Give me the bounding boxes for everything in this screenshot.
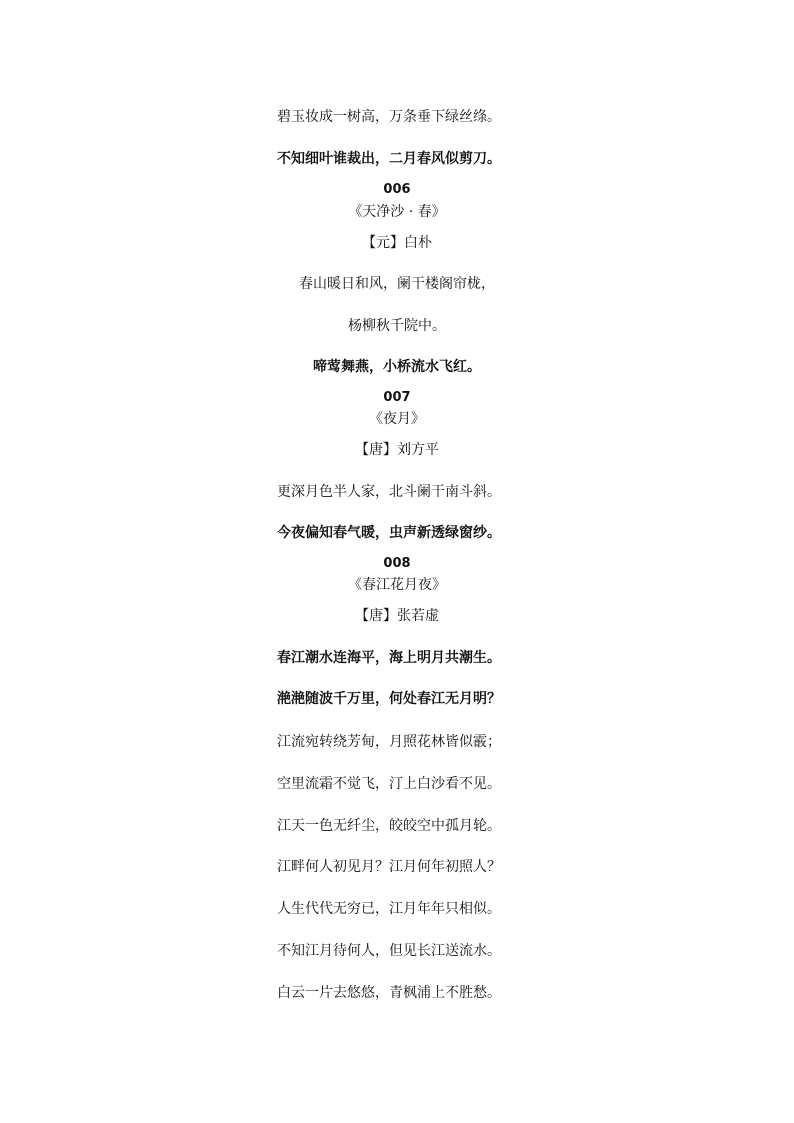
poem-line: 杨柳秋千院中。 [348, 318, 446, 334]
poem-line: 今夜偏知春气暖，虫声新透绿窗纱。 [277, 525, 501, 541]
poem-line: 春江潮水连海平，海上明月共潮生。 [277, 650, 501, 666]
poem-line: 不知江月待何人，但见长江送流水。 [277, 943, 501, 959]
poem-line: 江畔何人初见月？江月何年初照人？ [277, 859, 501, 875]
poem-line: 不知细叶谁裁出，二月春风似剪刀。 [277, 151, 501, 167]
poem-line: 滟滟随波千万里，何处春江无月明？ [277, 691, 501, 707]
poem-title: 《夜月》 [369, 411, 425, 427]
poem-line: 啼莺舞燕，小桥流水飞红。 [313, 359, 481, 375]
poem-line: 江流宛转绕芳甸，月照花林皆似霰； [277, 734, 501, 750]
poem-line: 碧玉妆成一树高，万条垂下绿丝绦。 [277, 109, 501, 125]
poem-line: 江天一色无纤尘，皎皎空中孤月轮。 [277, 818, 501, 834]
poem-line: 人生代代无穷已，江月年年只相似。 [277, 901, 501, 917]
poem-line: 春山暖日和风，阑干楼阁帘栊， [299, 276, 495, 292]
poem-title: 《春江花月夜》 [348, 577, 446, 593]
poem-line: 空里流霜不觉飞，汀上白沙看不见。 [277, 776, 501, 792]
poem-line: 白云一片去悠悠，青枫浦上不胜愁。 [277, 985, 501, 1001]
poem-title: 《天净沙 · 春》 [348, 204, 446, 220]
poem-author: 【元】白朴 [362, 235, 432, 251]
poem-number: 008 [383, 556, 411, 571]
poem-number: 007 [383, 390, 411, 405]
poem-number: 006 [383, 182, 411, 197]
poem-author: 【唐】张若虚 [355, 608, 439, 624]
poem-author: 【唐】刘方平 [355, 442, 439, 458]
poem-line: 更深月色半人家，北斗阑干南斗斜。 [277, 484, 501, 500]
